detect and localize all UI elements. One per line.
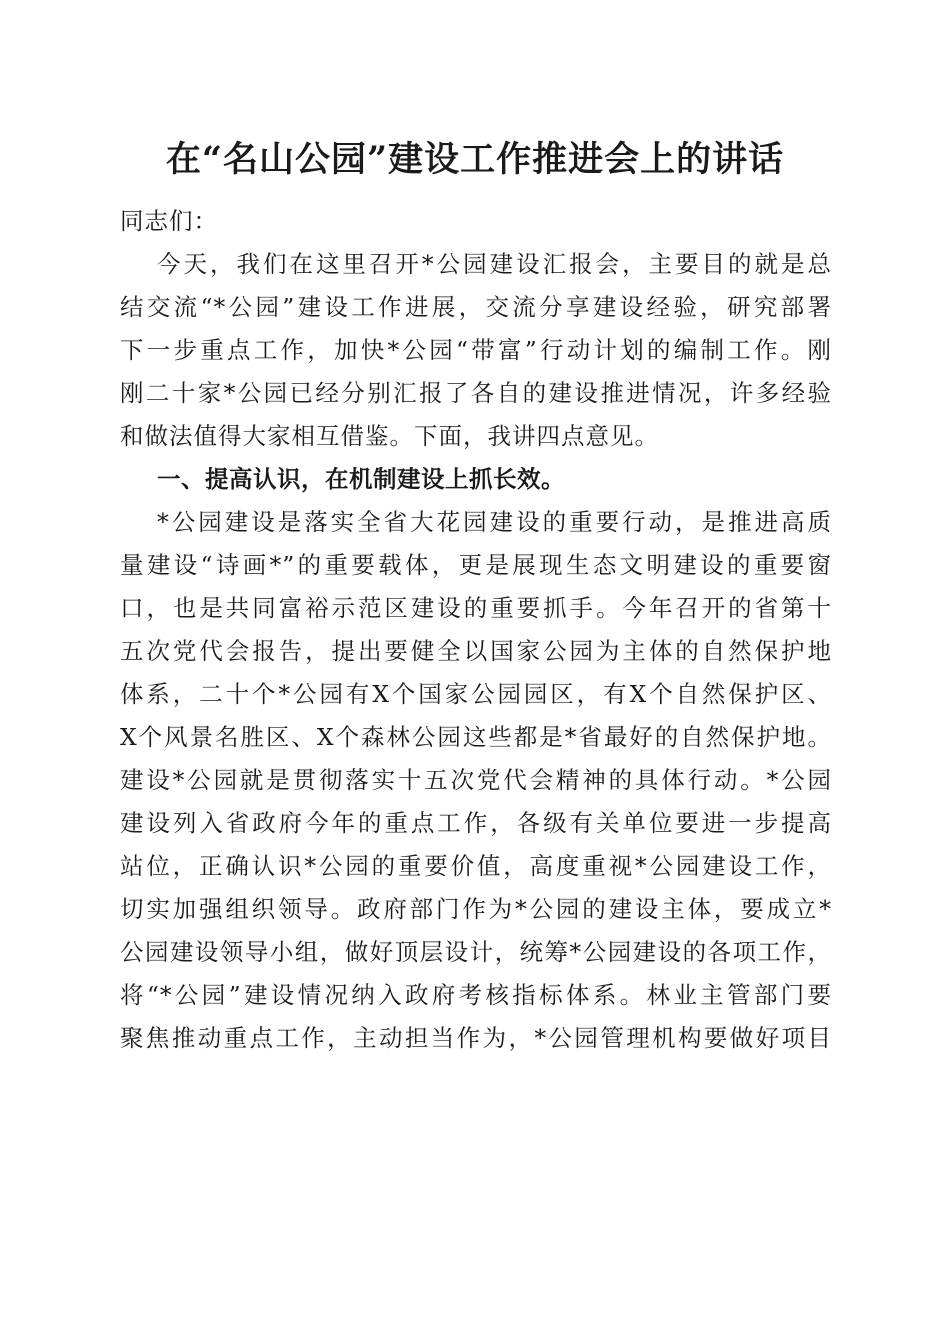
document-body: [120, 200, 832, 1060]
text-line: 站位，正确认识*公园的重要价值，高度重视*公园建设工作，: [120, 852, 832, 880]
text-line: 和做法值得大家相互借鉴。下面，我讲四点意见。: [120, 422, 659, 450]
text-line: 口，也是共同富裕示范区建设的重要抓手。今年召开的省第十: [120, 594, 832, 622]
text-line: 将“*公园”建设情况纳入政府考核指标体系。林业主管部门要: [120, 981, 832, 1009]
document-title: 在“名山公园”建设工作推进会上的讲话: [165, 139, 785, 180]
text-line: 建设列入省政府今年的重点工作，各级有关单位要进一步提高: [120, 809, 832, 837]
text-line: 刚二十家*公园已经分别汇报了各自的建设推进情况，许多经验: [120, 379, 832, 407]
text-line: X个风景名胜区、X个森林公园这些都是*省最好的自然保护地。: [120, 723, 832, 751]
text-line: 下一步重点工作，加快*公园“带富”行动计划的编制工作。刚: [120, 336, 832, 364]
text-line: 公园建设领导小组，做好顶层设计，统筹*公园建设的各项工作，: [120, 938, 832, 966]
text-line: 切实加强组织领导。政府部门作为*公园的建设主体，要成立*: [120, 895, 832, 923]
text-line: 量建设“诗画*”的重要载体，更是展现生态文明建设的重要窗: [120, 551, 832, 579]
text-line: *公园建设是落实全省大花园建设的重要行动，是推进高质: [157, 508, 832, 536]
text-line: 体系，二十个*公园有X个国家公园园区，有X个自然保护区、: [120, 680, 832, 708]
text-line: 五次党代会报告，提出要健全以国家公园为主体的自然保护地: [120, 637, 832, 665]
text-line: 结交流“*公园”建设工作进展，交流分享建设经验，研究部署: [120, 293, 832, 321]
text-line: 今天，我们在这里召开*公园建设汇报会，主要目的就是总: [157, 250, 832, 278]
text-line: 建设*公园就是贯彻落实十五次党代会精神的具体行动。*公园: [120, 766, 832, 794]
text-line: 聚焦推动重点工作，主动担当作为，*公园管理机构要做好项目: [120, 1024, 832, 1052]
salutation: 同志们：: [120, 207, 218, 235]
section-heading: 一、提高认识，在机制建设上抓长效。: [157, 465, 565, 493]
